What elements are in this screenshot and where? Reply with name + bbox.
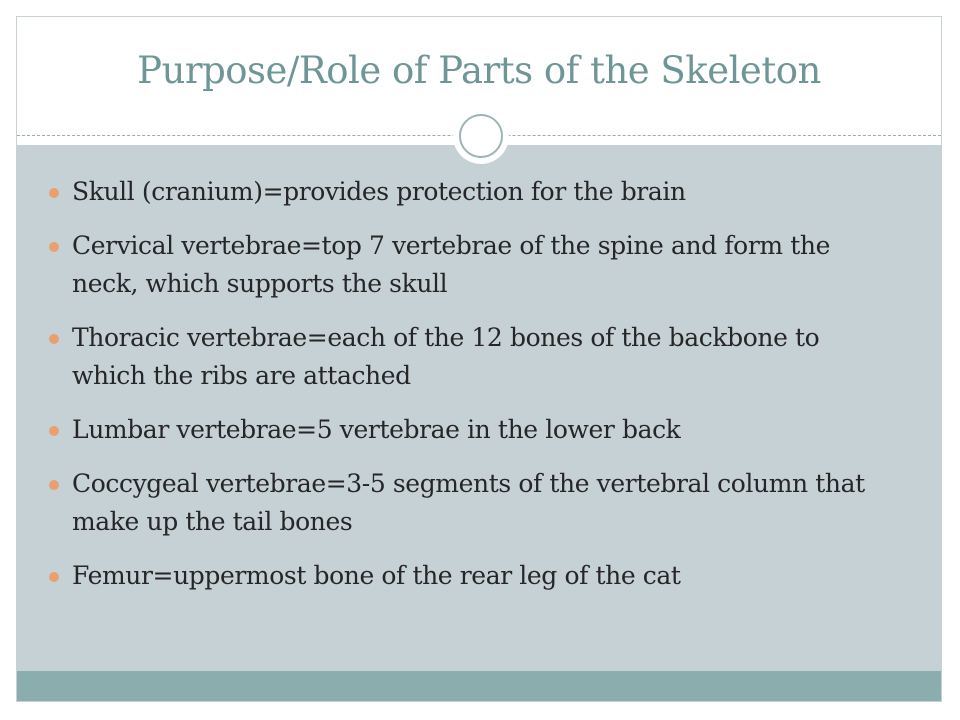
bullet-list xyxy=(49,173,889,611)
bullet-dot-icon xyxy=(49,480,59,490)
bullet-text: Coccygeal vertebrae=3-5 segments of the vertebral column that make up the tail bones xyxy=(72,469,865,536)
bullet-item-femur xyxy=(49,557,889,595)
bullet-item-thoracic xyxy=(49,319,889,395)
bullet-dot-icon xyxy=(49,572,59,582)
slide-title: Purpose/Role of Parts of the Skeleton xyxy=(137,49,821,92)
bullet-dot-icon xyxy=(49,188,59,198)
footer-band xyxy=(17,671,941,702)
bullet-item-cervical xyxy=(49,227,889,303)
bullet-item-skull xyxy=(49,173,889,211)
bullet-text: Skull (cranium)=provides protection for the brain xyxy=(72,177,686,206)
bullet-dot-icon xyxy=(49,426,59,436)
slide xyxy=(16,16,942,702)
bullet-item-coccygeal xyxy=(49,465,889,541)
bullet-text: Femur=uppermost bone of the rear leg of the cat xyxy=(72,561,681,590)
circle-ornament-icon xyxy=(453,108,509,164)
bullet-dot-icon xyxy=(49,242,59,252)
content-panel xyxy=(17,145,941,671)
bullet-text: Thoracic vertebrae=each of the 12 bones of the backbone to which the ribs are attached xyxy=(72,323,820,390)
bullet-text: Lumbar vertebrae=5 vertebrae in the lower back xyxy=(72,415,681,444)
circle-ring xyxy=(459,114,503,158)
bullet-dot-icon xyxy=(49,334,59,344)
bullet-text: Cervical vertebrae=top 7 vertebrae of the spine and form the neck, which supports the skull xyxy=(72,231,830,298)
bullet-item-lumbar xyxy=(49,411,889,449)
